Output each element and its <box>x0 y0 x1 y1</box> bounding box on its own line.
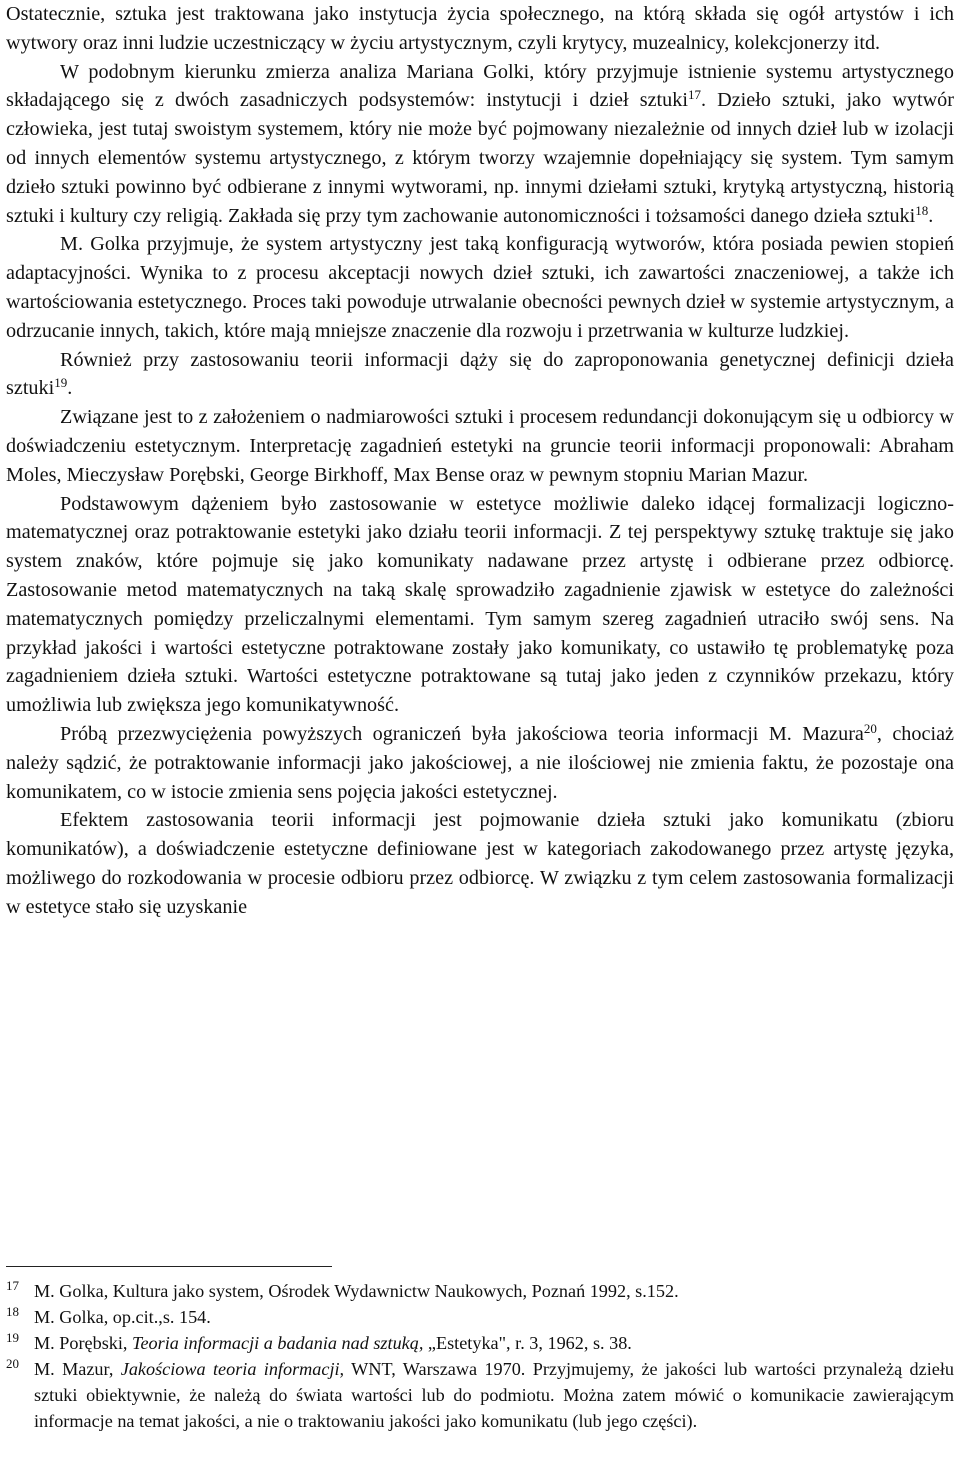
footnote-ref[interactable]: 18 <box>915 202 929 218</box>
paragraph <box>6 58 954 231</box>
paragraph <box>6 720 954 806</box>
footnote-text-part: M. Golka, Kultura jako system, Ośrodek Wydawnictw Naukowych, Poznań 1992, s.152. <box>34 1281 679 1301</box>
footnotes <box>6 1278 954 1434</box>
footnote-number: 18 <box>6 1304 19 1319</box>
footnote <box>6 1330 954 1356</box>
footnote-text <box>34 1356 954 1434</box>
footnote-title: Teoria informacji a badania nad sztuką, <box>132 1333 424 1353</box>
paragraph-text: W podobnym kierunku zmierza analiza Mariana Golki, który przyjmuje istnienie systemu artystycznego składającego się z dwóch zasadniczych podsystemów: instytucji i dzieł sztuki <box>6 60 954 112</box>
paragraph-text: , chociaż należy sądzić, że potraktowanie informacji jako jakościowej, a nie ilościowej nie zmienia faktu, że pozostaje ona komunikatem, co w istocie zmienia sens pojęcia jakości estetycznej. <box>6 722 954 803</box>
paragraph <box>6 346 954 404</box>
footnote-text-part: M. Mazur, <box>34 1359 121 1379</box>
paragraph: M. Golka przyjmuje, że system artystyczny jest taką konfiguracją wytworów, która posiada pewien stopień adaptacyjności. Wynika to z procesu akceptacji nowych dzieł sztuki, ich zawartości znaczeniowej, a także ich wartościowania estetycznego. Proces taki powoduje utrwalanie obecności pewnych dzieł w systemie artystycznym, a odrzucanie innych, takich, które mają mniejsze znaczenie dla rozwoju i przetrwania w kulturze ludzkiej. <box>6 233 954 342</box>
document-body <box>6 0 954 922</box>
paragraph-text: Próbą przezwyciężenia powyższych ograniczeń była jakościowa teoria informacji M. Mazura <box>60 722 864 745</box>
footnote-number: 17 <box>6 1278 19 1293</box>
footnote-title: Jakościowa teoria informacji, <box>120 1359 345 1379</box>
footnote-text <box>34 1278 954 1304</box>
footnote-text-part: M. Golka, op.cit.,s. 154. <box>34 1307 211 1327</box>
footnote-text-part: M. Porębski, <box>34 1333 133 1353</box>
paragraph-text: . Dzieło sztuki, jako wytwór człowieka, jest tutaj swoistym systemem, który nie może być pojmowany niezależnie od innych dzieł lub w izolacji od innych elementów systemu artystycznego, z którym tworzy wzajemnie dopełniający się system. Tym samym dzieło sztuki powinno być odbierane z innymi wytworami, np. innymi dziełami sztuki, krytyką artystyczną, historią sztuki i kultury czy religią. Zakłada się przy tym zachowanie autonomiczności i tożsamości danego dzieła sztuki <box>6 89 954 227</box>
footnote <box>6 1304 954 1330</box>
footnote <box>6 1356 954 1434</box>
paragraph-text: Również przy zastosowaniu teorii informacji dąży się do zaproponowania genetycznej definicji dzieła sztuki <box>6 348 954 400</box>
paragraph: Efektem zastosowania teorii informacji jest pojmowanie dzieła sztuki jako komunikatu (zbioru komunikatów), a doświadczenie estetyczne definiowane jest w kategoriach zakodowanego przez artystę języka, możliwego do rozkodowania w procesie odbioru przez odbiorcę. W związku z tym celem zastosowania formalizacji w estetyce stało się uzyskanie <box>6 809 954 918</box>
footnote-ref[interactable]: 20 <box>863 720 877 736</box>
footnote-ref[interactable]: 19 <box>54 375 68 391</box>
paragraph-text: . <box>67 377 73 400</box>
footnote-text-part: „Estetyka", r. 3, 1962, s. 38. <box>423 1333 632 1353</box>
footnote-separator <box>6 1266 332 1267</box>
footnote-number: 19 <box>6 1330 19 1345</box>
footnote-text-part: WNT, Warszawa 1970. Przyjmujemy, że jakości lub wartości przynależą dziełu sztuki obiektywnie, że należą do świata wartości lub do podmiotu. Można zatem mówić o komunikacie zawierającym informacje na temat jakości, a nie o traktowaniu jakości jako komunikatu (lub jego części). <box>34 1359 954 1431</box>
footnote-ref[interactable]: 17 <box>687 87 701 103</box>
paragraph: Podstawowym dążeniem było zastosowanie w estetyce możliwie daleko idącej formalizacji logiczno-matematycznej oraz potraktowanie estetyki jako działu teorii informacji. Z tej perspektywy sztukę traktuje się jako system znaków, które pojmuje się jako komunikaty nadawane przez artystę i odbierane przez odbiorcę. Zastosowanie metod matematycznych na taką skalę sprowadziło zagadnienie zjawisk w estetyce do zależności matematycznych pomiędzy przeliczalnymi elementami. Tym samym szereg zagadnień utraciło swój sens. Na przykład jakości i wartości estetyczne potraktowane zostały jako komunikaty, co ustawiło tę problematykę poza zagadnieniem dzieła sztuki. Wartości estetyczne potraktowane są tutaj jako jeden z czynników przekazu, który umożliwia lub zwiększa jego komunikatywność. <box>6 492 954 717</box>
paragraph-text: . <box>928 204 934 227</box>
paragraph: Związane jest to z założeniem o nadmiarowości sztuki i procesem redundancji dokonującym się u odbiorcy w doświadczeniu estetycznym. Interpretację zagadnień estetyki na gruncie teorii informacji proponowali: Abraham Moles, Mieczysław Porębski, George Birkhoff, Max Bense oraz w pewnym stopniu Marian Mazur. <box>6 406 954 486</box>
footnote-text <box>34 1304 954 1330</box>
paragraph: Ostatecznie, sztuka jest traktowana jako instytucja życia społecznego, na którą składa się ogół artystów i ich wytwory oraz inni ludzie uczestniczący w życiu artystycznym, czyli krytycy, muzealnicy, kolekcjonerzy itd. <box>6 3 954 54</box>
footnote-number: 20 <box>6 1356 19 1371</box>
footnote <box>6 1278 954 1304</box>
footnote-text <box>34 1330 954 1356</box>
